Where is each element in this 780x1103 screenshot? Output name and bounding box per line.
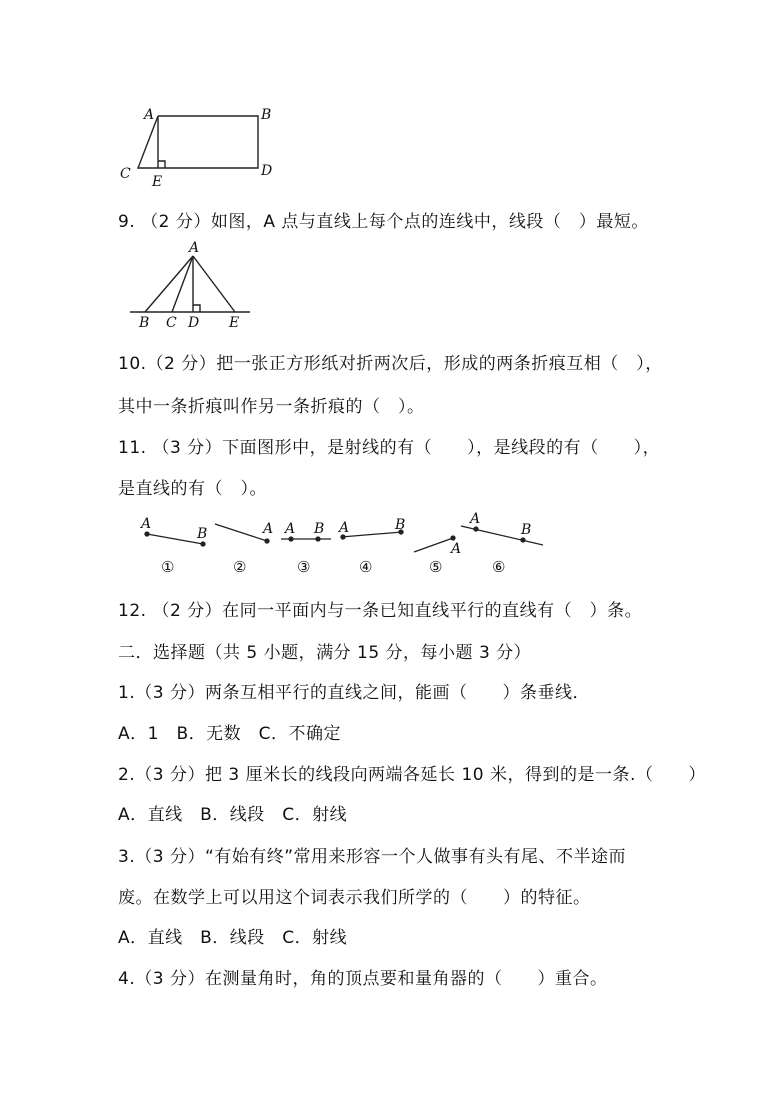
right-angle-mark [158,161,165,168]
label-A: A [144,107,155,123]
question-11-line2: 是直线的有（ ）。 [118,479,267,499]
fig1-point-B [201,542,205,546]
question-10-line2: 其中一条折痕叫作另一条折痕的（ ）。 [118,397,425,417]
shape-outline [138,116,258,168]
fig2-point-A [265,539,269,543]
question-11-line1: 11. （3 分）下面图形中，是射线的有（ ），是线段的有（ ）， [118,438,661,458]
label-B: B [139,315,150,330]
label-A: A [189,240,200,256]
fig1-point-A [145,532,149,536]
choice-3-line2: 废。在数学上可以用这个词表示我们所学的（ ）的特征。 [118,888,591,908]
label-B: B [261,107,272,123]
label-C: C [166,315,177,330]
question-12: 12. （2 分）在同一平面内与一条已知直线平行的直线有（ ）条。 [118,601,643,621]
fig1-line [147,534,203,544]
question-9: 9. （2 分）如图，A 点与直线上每个点的连线中，线段（ ）最短。 [118,212,649,232]
choice-1-question: 1.（3 分）两条互相平行的直线之间，能画（ ）条垂线． [118,683,590,703]
fig5-label-A: A [451,541,462,557]
question-10-line1: 10.（2 分）把一张正方形纸对折两次后，形成的两条折痕互相（ ）， [118,354,663,374]
choice-2-options: A．直线 B．线段 C．射线 [118,805,348,825]
label-E: E [152,174,163,190]
segment-AB [145,256,193,312]
label-C: C [120,166,131,182]
fig4-label-A: A [339,520,350,536]
fig1-label-A: A [141,516,152,532]
label-D: D [188,315,200,330]
fig-number-2: ② [233,558,247,576]
fig4-label-B: B [395,517,406,533]
fig5-point-A [451,536,455,540]
fig2-line [215,524,267,541]
fig4-line [341,532,402,537]
choice-3-line1: 3.（3 分）“有始有终”常用来形容一个人做事有头有尾、不半途而 [118,847,627,867]
figure-q11 [135,508,555,580]
fig6-label-B: B [521,522,532,538]
fig-number-4: ④ [359,558,373,576]
fig-number-5: ⑤ [429,558,443,576]
fig3-label-B: B [314,521,325,537]
fig3-point-A [289,537,293,541]
label-E: E [229,315,240,330]
fig-number-1: ① [161,558,175,576]
fig1-label-B: B [197,526,208,542]
fig-number-6: ⑥ [492,558,506,576]
fig6-point-B [521,538,525,542]
choice-1-options: A．1 B．无数 C．不确定 [118,724,341,744]
fig6-label-A: A [470,511,481,527]
figure-q9 [125,238,255,330]
label-D: D [261,163,273,179]
choice-4-question: 4.（3 分）在测量角时，角的顶点要和量角器的（ ）重合。 [118,969,608,989]
section-2-title: 二．选择题（共 5 小题，满分 15 分，每小题 3 分） [118,643,532,663]
figure-top-rectangle [110,100,280,195]
segment-AE [193,256,235,312]
fig2-label-A: A [263,521,274,537]
choice-3-options: A．直线 B．线段 C．射线 [118,928,348,948]
fig5-line [414,538,453,552]
fig3-label-A: A [285,521,296,537]
fig6-point-A [474,527,478,531]
right-angle-mark [193,305,200,312]
segment-AC [172,256,193,312]
fig3-point-B [316,537,320,541]
choice-2-question: 2.（3 分）把 3 厘米长的线段向两端各延长 10 米，得到的是一条.（ ） [118,765,706,785]
fig-number-3: ③ [297,558,311,576]
